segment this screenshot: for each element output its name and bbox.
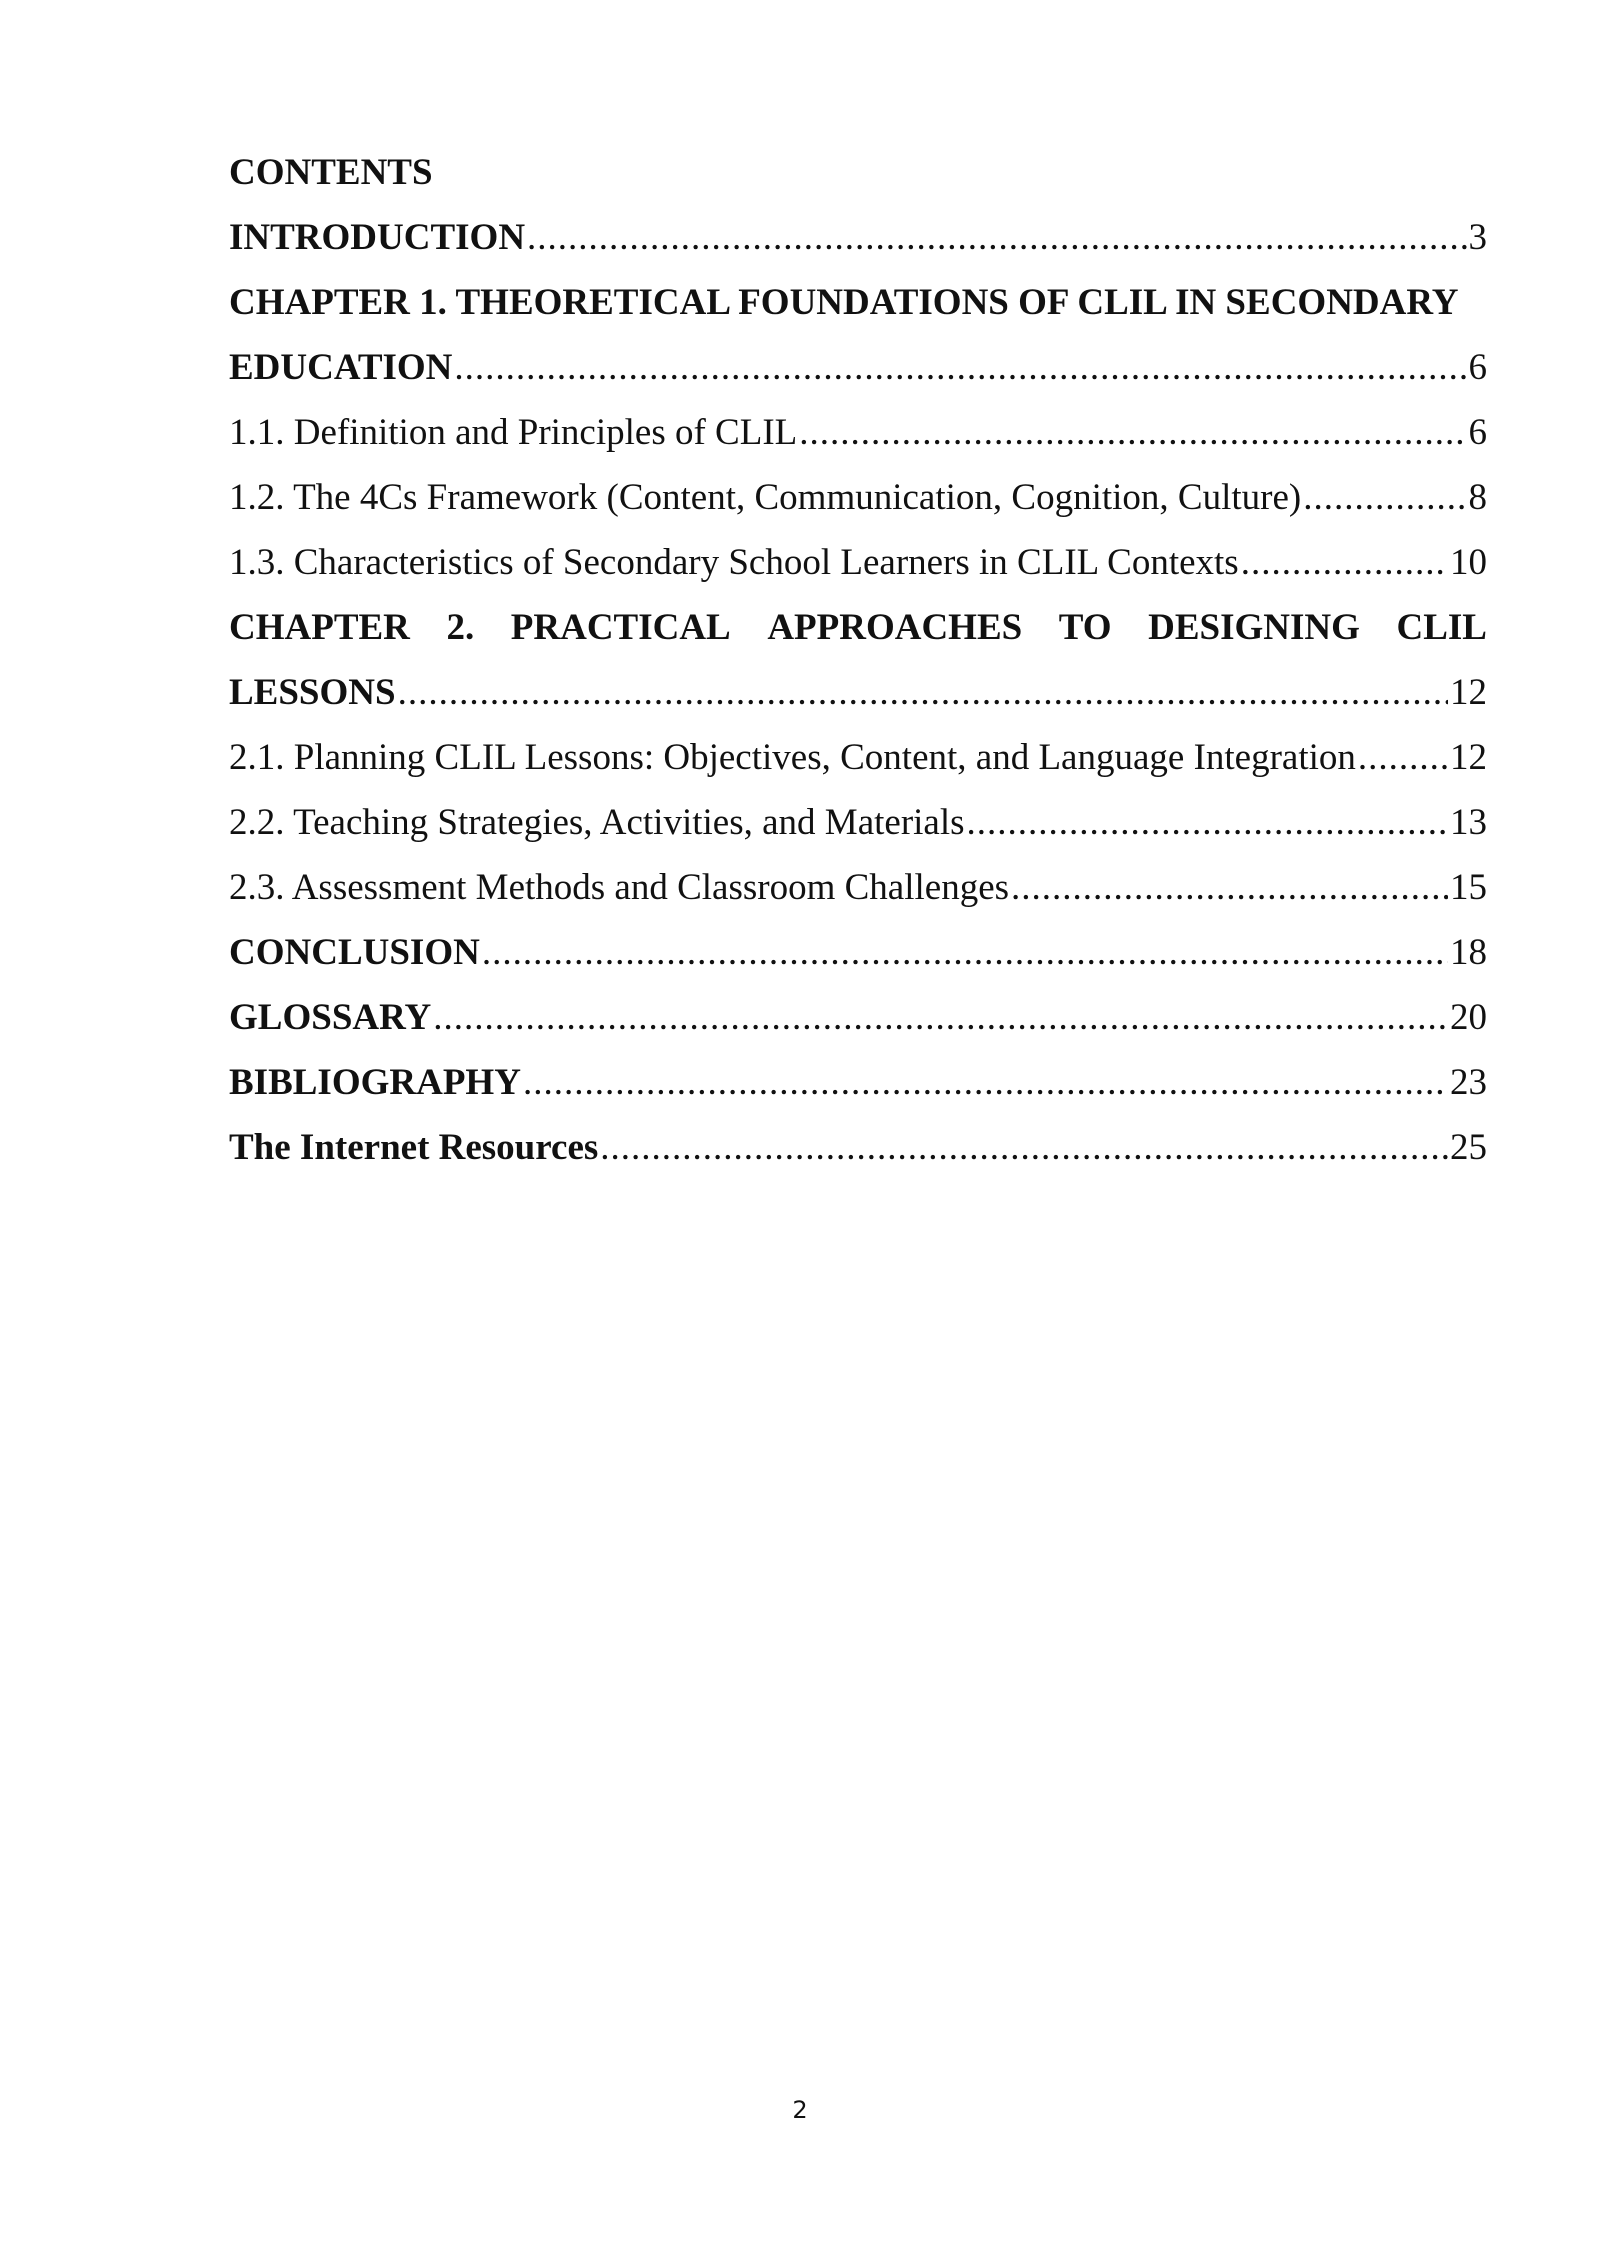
dot-leader [527, 213, 1466, 263]
dot-leader [1241, 538, 1448, 588]
toc-entry-title-part: CHAPTER 1. THEORETICAL FOUNDATIONS OF CLIL IN SECONDARY [229, 282, 1459, 323]
toc-entry-internet-resources[interactable] [229, 1123, 1487, 1173]
toc-entry-2-2[interactable] [229, 798, 1487, 848]
dot-leader [1358, 733, 1448, 783]
toc-entry-title: 2.1. Planning CLIL Lessons: Objectives, Content, and Language Integration [229, 737, 1356, 778]
toc-entry-page: 13 [1450, 802, 1487, 843]
toc-entry-title-line2 [229, 668, 1487, 718]
toc-entry-title: 1.3. Characteristics of Secondary School Learners in CLIL Contexts [229, 542, 1239, 583]
toc-heading: CONTENTS [229, 152, 433, 193]
toc-entry-title: 2.3. Assessment Methods and Classroom Challenges [229, 867, 1010, 908]
toc-entry-title-word: CLIL [1396, 607, 1487, 648]
toc-entry-page: 25 [1450, 1127, 1487, 1168]
dot-leader [454, 343, 1466, 393]
toc-entry-page: 15 [1450, 867, 1487, 908]
toc-entry-page: 8 [1468, 477, 1487, 518]
toc-entry-title: GLOSSARY [229, 997, 432, 1038]
toc-entry-title-word: PRACTICAL [510, 607, 731, 648]
toc-entry-bibliography[interactable] [229, 1058, 1487, 1108]
toc-entry-title: 1.1. Definition and Principles of CLIL [229, 412, 798, 453]
dot-leader [398, 668, 1448, 718]
toc-entry-title: The Internet Resources [229, 1127, 599, 1168]
toc-entry-page: 18 [1450, 932, 1487, 973]
toc-entry-1-1[interactable] [229, 408, 1487, 458]
toc-entry-title-part: EDUCATION [229, 347, 453, 388]
toc-entry-title: CONCLUSION [229, 932, 480, 973]
toc-entry-title-line2 [229, 343, 1487, 393]
dot-leader [482, 928, 1448, 978]
toc-entry-title: BIBLIOGRAPHY [229, 1062, 521, 1103]
toc-entry-page: 20 [1450, 997, 1487, 1038]
toc-entry-chapter-1[interactable] [229, 278, 1487, 393]
toc-entry-title-part: LESSONS [229, 672, 396, 713]
toc-entry-title-word: CHAPTER [229, 607, 410, 648]
toc-entry-page: 10 [1450, 542, 1487, 583]
toc-entry-title: 1.2. The 4Cs Framework (Content, Communication, Cognition, Culture) [229, 477, 1302, 518]
toc-entry-2-1[interactable] [229, 733, 1487, 783]
toc-entry-title-line1 [229, 278, 1487, 328]
toc-entry-chapter-2[interactable] [229, 603, 1487, 718]
toc-entry-title-word: 2. [446, 607, 475, 648]
toc-entry-page: 12 [1450, 737, 1487, 778]
toc-entry-title-word: APPROACHES [767, 607, 1023, 648]
dot-leader [1303, 473, 1466, 523]
toc-entry-1-2[interactable] [229, 473, 1487, 523]
toc-entry-title-word: TO [1058, 607, 1112, 648]
toc-entry-page: 6 [1468, 412, 1487, 453]
toc-entry-1-3[interactable] [229, 538, 1487, 588]
dot-leader [799, 408, 1466, 458]
dot-leader [523, 1058, 1448, 1108]
dot-leader [433, 993, 1448, 1043]
dot-leader [1011, 863, 1448, 913]
page-number: 2 [792, 2096, 808, 2124]
toc-entry-title: INTRODUCTION [229, 217, 526, 258]
toc-entry-glossary[interactable] [229, 993, 1487, 1043]
toc-entry-title: 2.2. Teaching Strategies, Activities, and Materials [229, 802, 965, 843]
dot-leader [600, 1123, 1448, 1173]
toc-entry-2-3[interactable] [229, 863, 1487, 913]
toc-entry-conclusion[interactable] [229, 928, 1487, 978]
toc-entry-page: 12 [1450, 672, 1487, 713]
toc-entry-introduction[interactable] [229, 213, 1487, 263]
toc-entry-page: 3 [1468, 217, 1487, 258]
toc-entry-page: 23 [1450, 1062, 1487, 1103]
toc-entry-title-line1 [229, 603, 1487, 653]
toc-entry-page: 6 [1468, 347, 1487, 388]
toc-entry-title-word: DESIGNING [1148, 607, 1360, 648]
dot-leader [967, 798, 1448, 848]
table-of-contents [229, 148, 1487, 1188]
